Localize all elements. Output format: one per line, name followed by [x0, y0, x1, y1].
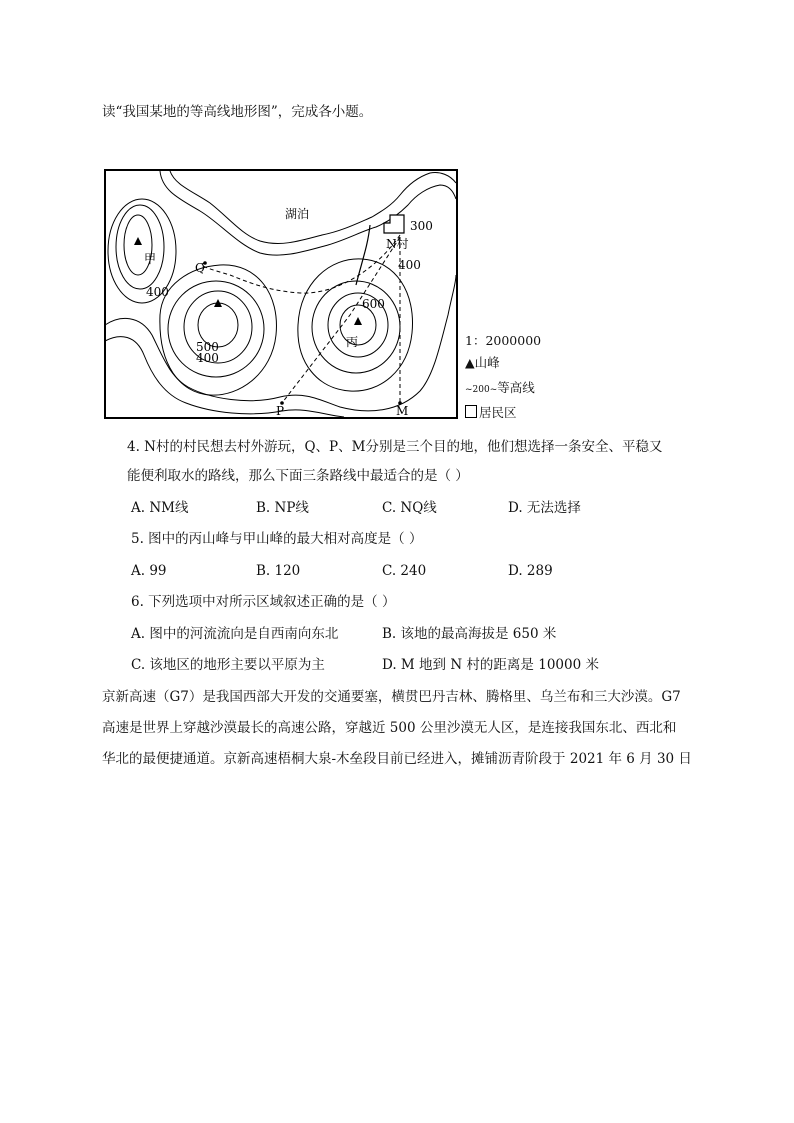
- intro-text: 读“我国某地的等高线地形图”，完成各小题。: [102, 104, 373, 120]
- label-n-village: N村: [386, 237, 409, 251]
- label-m: M: [396, 404, 409, 418]
- label-400-c: 400: [196, 351, 219, 365]
- label-600: 600: [362, 297, 385, 311]
- contour-sample-icon: ~200~: [465, 385, 498, 395]
- question-6-option-c: C. 该地区的地形主要以平原为主: [131, 657, 325, 673]
- question-4-option-b: B. NP线: [256, 500, 309, 516]
- question-5-option-c: C. 240: [382, 563, 427, 579]
- legend-scale: 1：2000000: [465, 333, 542, 348]
- question-6-option-a: A. 图中的河流流向是自西南向东北: [131, 626, 339, 642]
- label-bing: 丙: [346, 335, 359, 349]
- label-q: Q: [195, 261, 205, 275]
- label-400-w: 400: [146, 285, 169, 299]
- label-p: P: [276, 404, 285, 418]
- label-jia: 甲: [144, 252, 157, 266]
- question-5-line1: 5. 图中的丙山峰与甲山峰的最大相对高度是（ ）: [131, 531, 423, 547]
- passage-line-3: 华北的最便捷通道。京新高速梧桐大泉-木垒段目前已经进入，摊铺沥青阶段于 2021 年 6 月 30 日: [102, 751, 692, 767]
- settlement-icon: [465, 405, 477, 418]
- lake-label: 湖泊: [285, 207, 310, 221]
- question-4-line2: 能便利取水的路线，那么下面三条路线中最适合的是（ ）: [127, 468, 469, 484]
- question-5-option-d: D. 289: [508, 563, 553, 579]
- label-400-ne: 400: [398, 258, 421, 272]
- question-5-option-b: B. 120: [256, 563, 301, 579]
- question-4-option-d: D. 无法选择: [508, 500, 581, 516]
- legend-contour: ~200~等高线: [465, 380, 535, 395]
- contour-map: [100, 165, 462, 423]
- question-4-line1: 4. N村的村民想去村外游玩，Q、P、M分别是三个目的地，他们想选择一条安全、平稳又: [127, 439, 663, 455]
- legend-peak: ▲山峰: [465, 355, 500, 370]
- question-6-line1: 6. 下列选项中对所示区域叙述正确的是（ ）: [131, 594, 396, 610]
- label-300: 300: [410, 219, 433, 233]
- question-5-option-a: A. 99: [131, 563, 167, 579]
- question-6-option-d: D. M 地到 N 村的距离是 10000 米: [382, 657, 599, 673]
- legend-settlement: 居民区: [465, 403, 517, 421]
- passage-line-2: 高速是世界上穿越沙漠最长的高速公路，穿越近 500 公里沙漠无人区，是连接我国东北、西北和: [102, 720, 677, 736]
- passage-line-1: 京新高速（G7）是我国西部大开发的交通要塞，横贯巴丹吉林、腾格里、乌兰布和三大沙漠。G7: [102, 689, 681, 705]
- question-4-option-a: A. NM线: [131, 500, 189, 516]
- question-4-option-c: C. NQ线: [382, 500, 437, 516]
- label-500: 500: [196, 340, 219, 354]
- question-6-option-b: B. 该地的最高海拔是 650 米: [382, 626, 557, 642]
